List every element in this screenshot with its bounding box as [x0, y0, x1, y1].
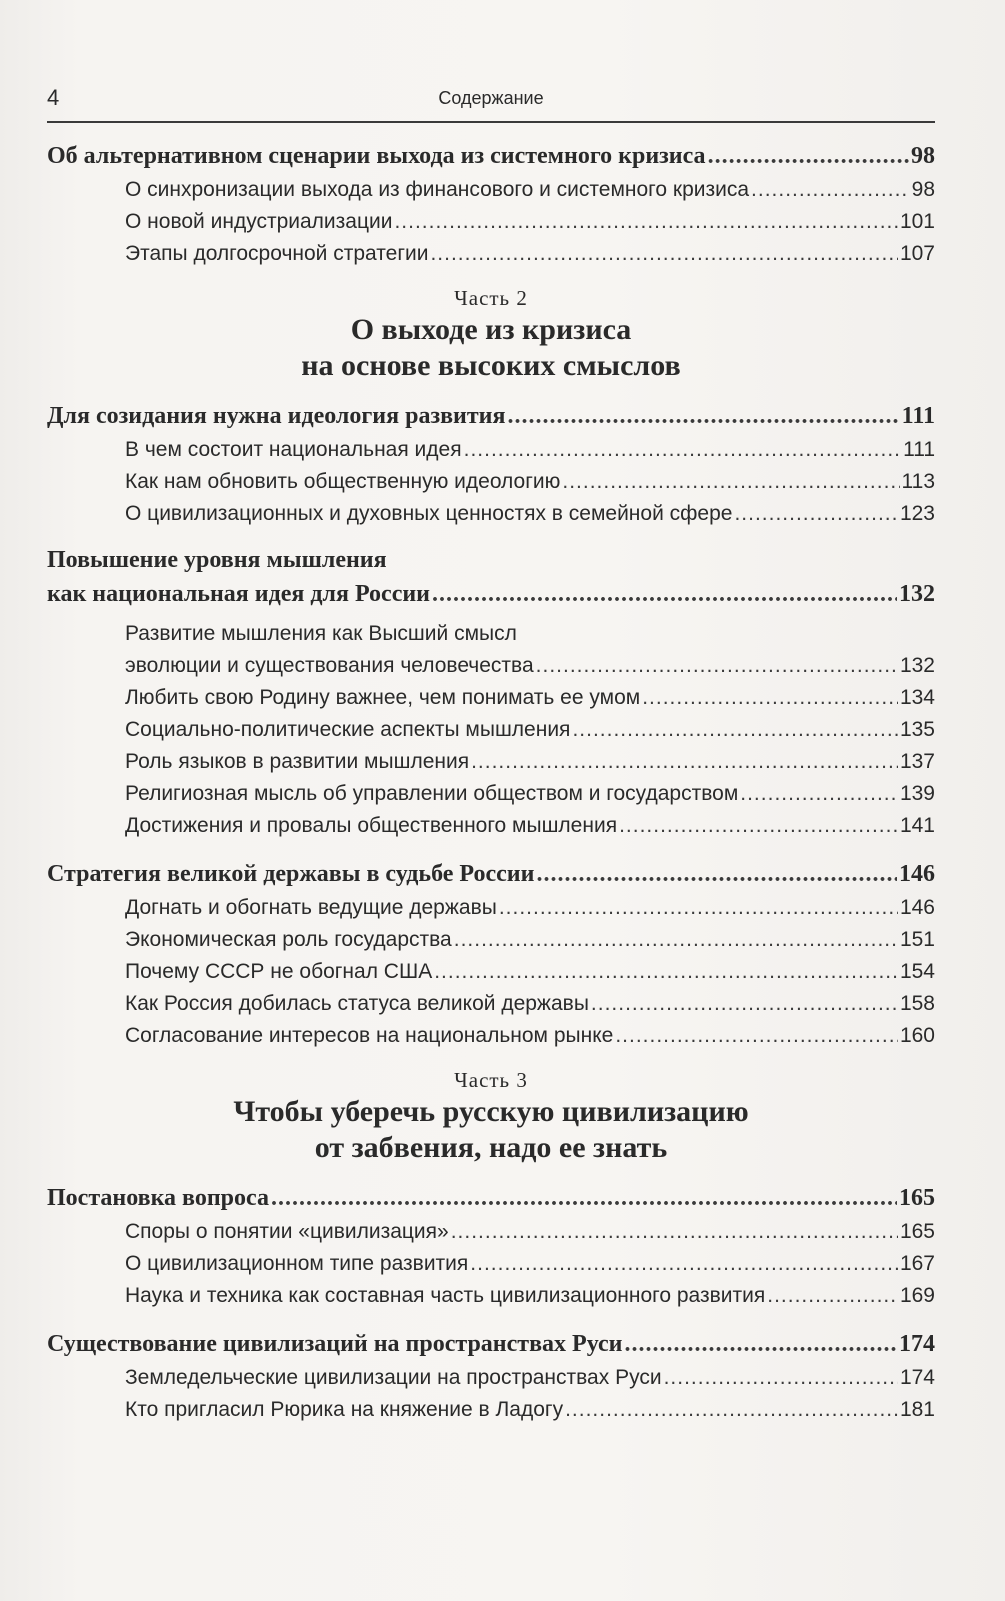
toc-entry [47, 714, 935, 746]
entry-page: 98 [911, 143, 935, 169]
entry-page: 101 [899, 210, 935, 233]
entry-page: 181 [899, 1398, 935, 1421]
part-title: от забвения, надо ее знать [314, 1131, 668, 1164]
toc-entry [47, 138, 935, 174]
dot-leader [464, 434, 901, 466]
dot-leader [615, 1020, 898, 1052]
dot-leader [624, 1326, 897, 1362]
entry-title: Развитие мышления как Высший смысл [125, 622, 517, 645]
entry-title: Роль языков в развитии мышления [125, 750, 470, 773]
part-title: Чтобы уберечь русскую цивилизацию [233, 1095, 749, 1128]
dot-leader [767, 1280, 898, 1312]
dot-leader [751, 174, 910, 206]
toc-entry [47, 1180, 935, 1216]
entry-title: Об альтернативном сценарии выхода из системного кризиса [47, 143, 706, 169]
entry-page: 111 [901, 403, 935, 429]
entry-page: 160 [899, 1024, 935, 1047]
toc-entry-line [47, 618, 935, 650]
toc-chapter [47, 1180, 935, 1216]
part-title: О выходе из кризиса [350, 313, 632, 346]
entry-page: 135 [899, 718, 935, 741]
dot-leader [619, 810, 898, 842]
toc-entry [47, 398, 935, 434]
entry-title: Любить свою Родину важнее, чем понимать ее умом [125, 686, 641, 709]
part-label: Часть 3 [454, 1068, 528, 1092]
toc-chapter [47, 398, 935, 434]
dot-leader [572, 714, 898, 746]
toc-entry [47, 1280, 935, 1312]
toc-entry [47, 238, 935, 270]
entry-page: 107 [899, 242, 935, 265]
entry-page: 123 [899, 502, 935, 525]
toc-entry [47, 1020, 935, 1052]
entry-title: Стратегия великой державы в судьбе России [47, 861, 535, 887]
dot-leader [271, 1180, 897, 1216]
entry-page: 169 [899, 1284, 935, 1307]
dot-leader [471, 746, 898, 778]
toc-entry [47, 778, 935, 810]
entry-page: 111 [903, 438, 935, 461]
entry-title: Наука и техника как составная часть цивилизационного развития [125, 1284, 766, 1307]
dot-leader [740, 778, 898, 810]
table-of-contents [47, 138, 935, 1426]
page-header [47, 85, 935, 123]
entry-title: Постановка вопроса [47, 1185, 269, 1211]
toc-entry [47, 1362, 935, 1394]
dot-leader [432, 576, 897, 612]
dot-leader [562, 466, 899, 498]
entry-page: 146 [899, 896, 935, 919]
entry-title: В чем состоит национальная идея [125, 438, 462, 461]
toc-entry [47, 466, 935, 498]
dot-leader [591, 988, 898, 1020]
toc-entry [47, 498, 935, 530]
entry-title: Достижения и провалы общественного мышления [125, 814, 618, 837]
toc-entry [47, 682, 935, 714]
entry-page: 98 [911, 178, 935, 201]
dot-leader [536, 650, 898, 682]
entry-title: Религиозная мысль об управлении обществом и государством [125, 782, 739, 805]
entry-title: Как нам обновить общественную идеологию [125, 470, 561, 493]
entry-title: Этапы долгосрочной стратегии [125, 242, 429, 265]
toc-chapter [47, 856, 935, 892]
entry-page: 174 [899, 1366, 935, 1389]
entry-title: Земледельческие цивилизации на пространствах Руси [125, 1366, 662, 1389]
toc-entry [47, 1248, 935, 1280]
dot-leader [708, 138, 909, 174]
toc-chapter [47, 138, 935, 174]
entry-page: 151 [899, 928, 935, 951]
entry-title: О цивилизационном типе развития [125, 1252, 469, 1275]
entry-page: 113 [901, 470, 935, 493]
toc-entry [47, 892, 935, 924]
dot-leader [394, 206, 898, 238]
dot-leader [507, 398, 899, 434]
toc-entry [47, 956, 935, 988]
entry-page: 174 [899, 1331, 935, 1357]
toc-entry [47, 1394, 935, 1426]
part-label: Часть 2 [454, 286, 528, 310]
entry-title: О синхронизации выхода из финансового и системного кризиса [125, 178, 750, 201]
entry-page: 167 [899, 1252, 935, 1275]
entry-title: Кто пригласил Рюрика на княжение в Ладогу [125, 1398, 564, 1421]
toc-chapter [47, 544, 935, 612]
toc-entry [47, 174, 935, 206]
toc-entry [47, 206, 935, 238]
entry-page: 132 [899, 654, 935, 677]
dot-leader [565, 1394, 898, 1426]
entry-title: Как Россия добилась статуса великой державы [125, 992, 589, 1015]
toc-chapter [47, 1326, 935, 1362]
toc-entry [47, 434, 935, 466]
entry-title: Согласование интересов на национальном рынке [125, 1024, 614, 1047]
toc-entry [47, 1216, 935, 1248]
toc-entry [47, 576, 935, 612]
part-title: на основе высоких смыслов [301, 349, 681, 382]
dot-leader [454, 924, 898, 956]
entry-title: Социально-политические аспекты мышления [125, 718, 571, 741]
entry-title: Споры о понятии «цивилизация» [125, 1220, 449, 1243]
entry-title: Для созидания нужна идеология развития [47, 403, 506, 429]
entry-title: как национальная идея для России [47, 581, 431, 607]
entry-title: Догнать и обогнать ведущие державы [125, 896, 497, 919]
page-number: 4 [47, 85, 60, 110]
entry-title: Существование цивилизаций на пространствах Руси [47, 1331, 623, 1357]
dot-leader [451, 1216, 898, 1248]
part-heading [47, 1066, 935, 1166]
dot-leader [536, 856, 897, 892]
entry-title-line: Повышение уровня мышления [47, 547, 387, 573]
dot-leader [664, 1362, 898, 1394]
entry-page: 141 [899, 814, 935, 837]
toc-entry [47, 856, 935, 892]
dot-leader [642, 682, 898, 714]
part-heading [47, 284, 935, 384]
dot-leader [499, 892, 898, 924]
entry-title: О новой индустриализации [125, 210, 393, 233]
entry-page: 134 [899, 686, 935, 709]
entry-title: Экономическая роль государства [125, 928, 452, 951]
entry-title: Почему СССР не обогнал США [125, 960, 433, 983]
dot-leader [734, 498, 898, 530]
dot-leader [470, 1248, 898, 1280]
entry-page: 165 [899, 1185, 935, 1211]
entry-title: О цивилизационных и духовных ценностях в семейной сфере [125, 502, 733, 525]
dot-leader [434, 956, 898, 988]
toc-entry [47, 650, 935, 682]
running-title: Содержание [438, 88, 544, 108]
entry-page: 154 [899, 960, 935, 983]
entry-title: эволюции и существования человечества [125, 654, 534, 677]
toc-entry [47, 924, 935, 956]
toc-entry [47, 810, 935, 842]
dot-leader [430, 238, 898, 270]
toc-entry [47, 1326, 935, 1362]
entry-page: 137 [899, 750, 935, 773]
entry-page: 165 [899, 1220, 935, 1243]
toc-entry [47, 746, 935, 778]
entry-page: 139 [899, 782, 935, 805]
entry-page: 146 [899, 861, 935, 887]
entry-page: 132 [899, 581, 935, 607]
entry-page: 158 [899, 992, 935, 1015]
toc-entry [47, 988, 935, 1020]
